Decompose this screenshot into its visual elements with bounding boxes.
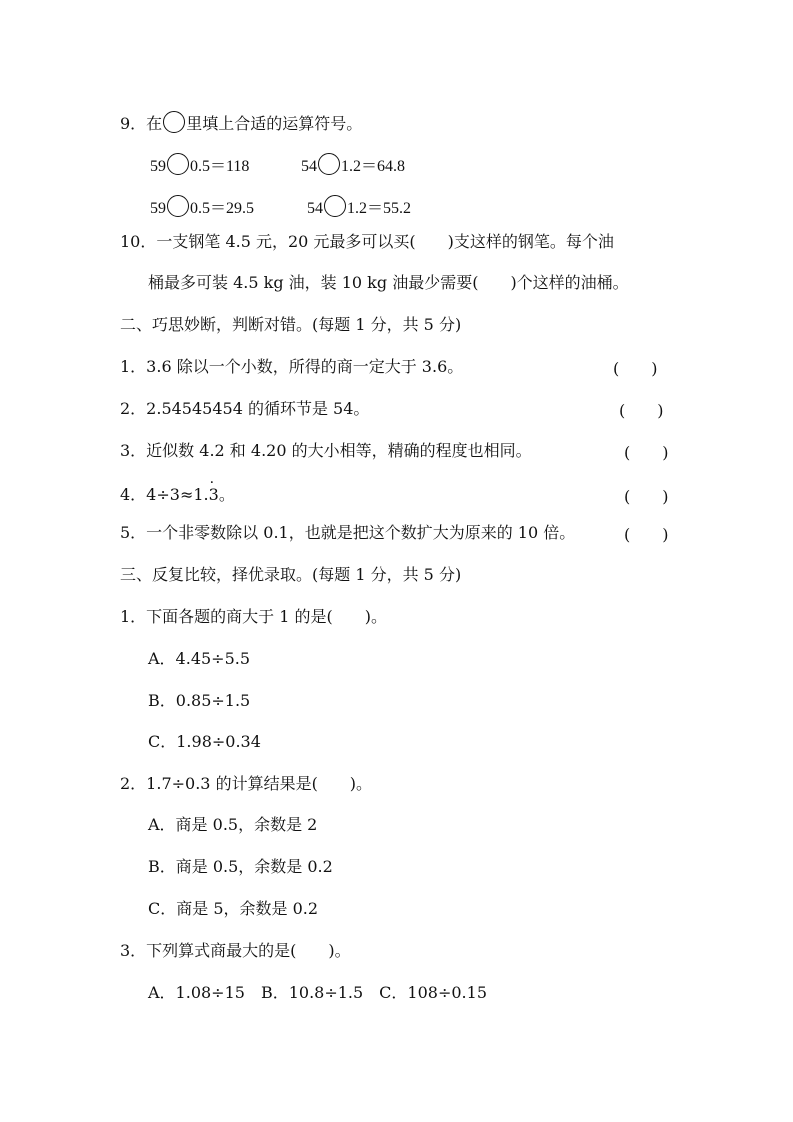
judge-blank-4[interactable]: ( ): [624, 487, 669, 506]
q9-row1-right: 54 1.2＝64.8: [301, 153, 405, 178]
choice-q3-stem: 3．下列算式商最大的是( )。: [120, 941, 351, 960]
judge-item-2: 2．2.54545454 的循环节是 54。: [120, 399, 370, 418]
blank-circle[interactable]: [167, 153, 189, 175]
choice-q2-option-a[interactable]: A．商是 0.5，余数是 2: [148, 815, 318, 834]
section2-heading: 二、巧思妙断，判断对错。(每题 1 分，共 5 分): [120, 315, 462, 334]
judge-blank-2[interactable]: ( ): [619, 401, 664, 420]
judge-blank-5[interactable]: ( ): [624, 525, 669, 544]
choice-q2-option-b[interactable]: B．商是 0.5，余数是 0.2: [148, 857, 333, 876]
choice-q1-option-b[interactable]: B．0.85÷1.5: [148, 691, 251, 710]
section3-heading: 三、反复比较，择优录取。(每题 1 分，共 5 分): [120, 565, 462, 584]
judge-blank-3[interactable]: ( ): [624, 443, 669, 462]
blank-circle[interactable]: [163, 111, 185, 133]
blank-circle[interactable]: [324, 195, 346, 217]
q9-title: 9．在 里填上合适的运算符号。: [120, 111, 362, 135]
q10-line2: 桶最多可装 4.5 kg 油，装 10 kg 油最少需要( )个这样的油桶。: [148, 273, 629, 292]
q10-line1: 10．一支钢笔 4.5 元，20 元最多可以买( )支这样的钢笔。每个油: [120, 232, 614, 251]
q9-row1-left: 59 0.5＝118: [150, 153, 249, 178]
judge-item-4: 4．4÷3≈1.· 3。: [120, 484, 235, 506]
choice-q1-stem: 1．下面各题的商大于 1 的是( )。: [120, 607, 388, 626]
judge-item-3: 3．近似数 4.2 和 4.20 的大小相等，精确的程度也相同。: [120, 441, 532, 460]
judge-item-5: 5．一个非零数除以 0.1，也就是把这个数扩大为原来的 10 倍。: [120, 523, 576, 542]
q9-row2-right: 54 1.2＝55.2: [307, 195, 411, 220]
repeating-digit: · 3: [209, 484, 219, 506]
choice-q2-option-c[interactable]: C．商是 5，余数是 0.2: [148, 899, 319, 918]
choice-q1-option-a[interactable]: A．4.45÷5.5: [148, 649, 251, 668]
blank-circle[interactable]: [167, 195, 189, 217]
choice-q3-options[interactable]: A．1.08÷15 B．10.8÷1.5 C．108÷0.15: [148, 983, 487, 1002]
judge-blank-1[interactable]: ( ): [613, 359, 658, 378]
blank-circle[interactable]: [318, 153, 340, 175]
judge-item-1: 1．3.6 除以一个小数，所得的商一定大于 3.6。: [120, 357, 464, 376]
choice-q2-stem: 2．1.7÷0.3 的计算结果是( )。: [120, 774, 373, 793]
choice-q1-option-c[interactable]: C．1.98÷0.34: [148, 732, 261, 751]
q9-row2-left: 59 0.5＝29.5: [150, 195, 254, 220]
